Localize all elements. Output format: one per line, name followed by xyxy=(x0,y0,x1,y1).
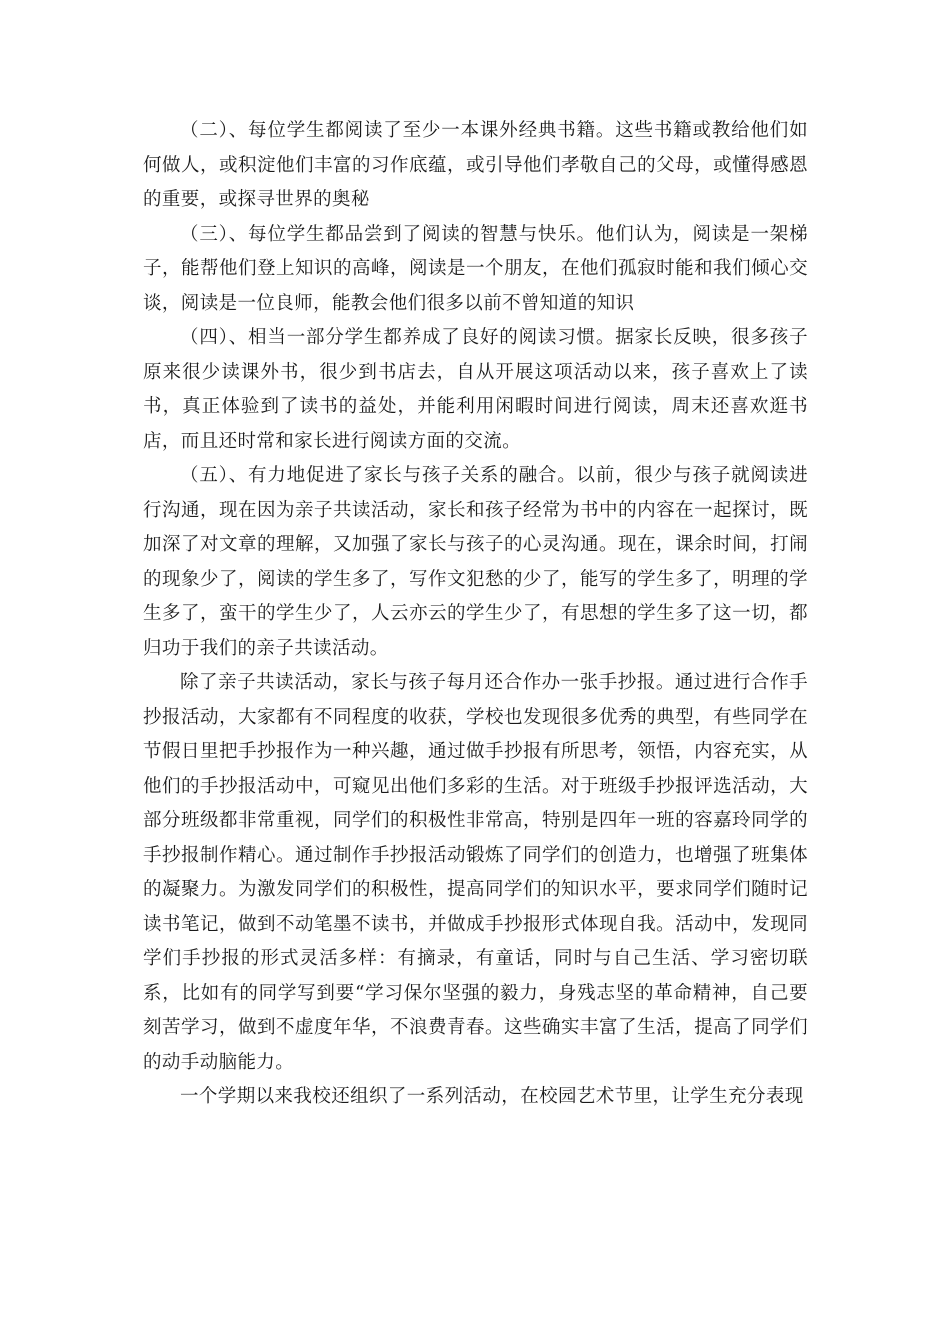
paragraph-2: （二）、每位学生都阅读了至少一本课外经典书籍。这些书籍或教给他们如何做人，或积淀他们丰富的习作底蕴，或引导他们孝敬自己的父母，或懂得感恩的重要，或探寻世界的奥秘 xyxy=(143,120,808,210)
paragraph-semester-activities: 一个学期以来我校还组织了一系列活动，在校园艺术节里，让学生充分表现 xyxy=(180,1086,804,1107)
paragraph-4: （四）、相当一部分学生都养成了良好的阅读习惯。据家长反映，很多孩子原来很少读课外书，很少到书店去，自从开展这项活动以来，孩子喜欢上了读书，真正体验到了读书的益处，并能利用闲暇时间进行阅读，周末还喜欢逛书店，而且还时常和家长进行阅读方面的交流。 xyxy=(143,327,808,452)
paragraph-handwritten-newspaper: 除了亲子共读活动，家长与孩子每月还合作办一张手抄报。通过进行合作手抄报活动，大家都有不同程度的收获，学校也发现很多优秀的典型，有些同学在节假日里把手抄报作为一种兴趣，通过做手抄报有所思考，领悟，内容充实，从他们的手抄报活动中，可窥见出他们多彩的生活。对于班级手抄报评选活动，大部分班级都非常重视，同学们的积极性非常高，特别是四年一班的容嘉玲同学的手抄报制作精心。通过制作手抄报活动锻炼了同学们的创造力，也增强了班集体的凝聚力。为激发同学们的积极性，提高同学们的知识水平，要求同学们随时记读书笔记，做到不动笔墨不读书，并做成手抄报形式体现自我。活动中，发现同学们手抄报的形式灵活多样：有摘录，有童话，同时与自己生活、学习密切联系，比如有的同学写到要“学习保尔坚强的毅力，身残志坚的革命精神，自己要刻苦学习，做到不虚度年华，不浪费青春。这些确实丰富了生活，提高了同学们的动手动脑能力。 xyxy=(143,672,808,1073)
document-body xyxy=(143,114,808,1115)
paragraph-3: （三）、每位学生都品尝到了阅读的智慧与快乐。他们认为，阅读是一架梯子，能帮他们登上知识的高峰，阅读是一个朋友，在他们孤寂时能和我们倾心交谈，阅读是一位良师，能教会他们很多以前不曾知道的知识 xyxy=(143,223,808,314)
paragraph-5: （五）、有力地促进了家长与孩子关系的融合。以前，很少与孩子就阅读进行沟通，现在因为亲子共读活动，家长和孩子经常为书中的内容在一起探讨，既加深了对文章的理解，又加强了家长与孩子的心灵沟通。现在，课余时间，打闹的现象少了，阅读的学生多了，写作文犯愁的少了，能写的学生多了，明理的学生多了，蛮干的学生少了，人云亦云的学生少了，有思想的学生多了这一切，都归功于我们的亲子共读活动。 xyxy=(143,465,808,659)
